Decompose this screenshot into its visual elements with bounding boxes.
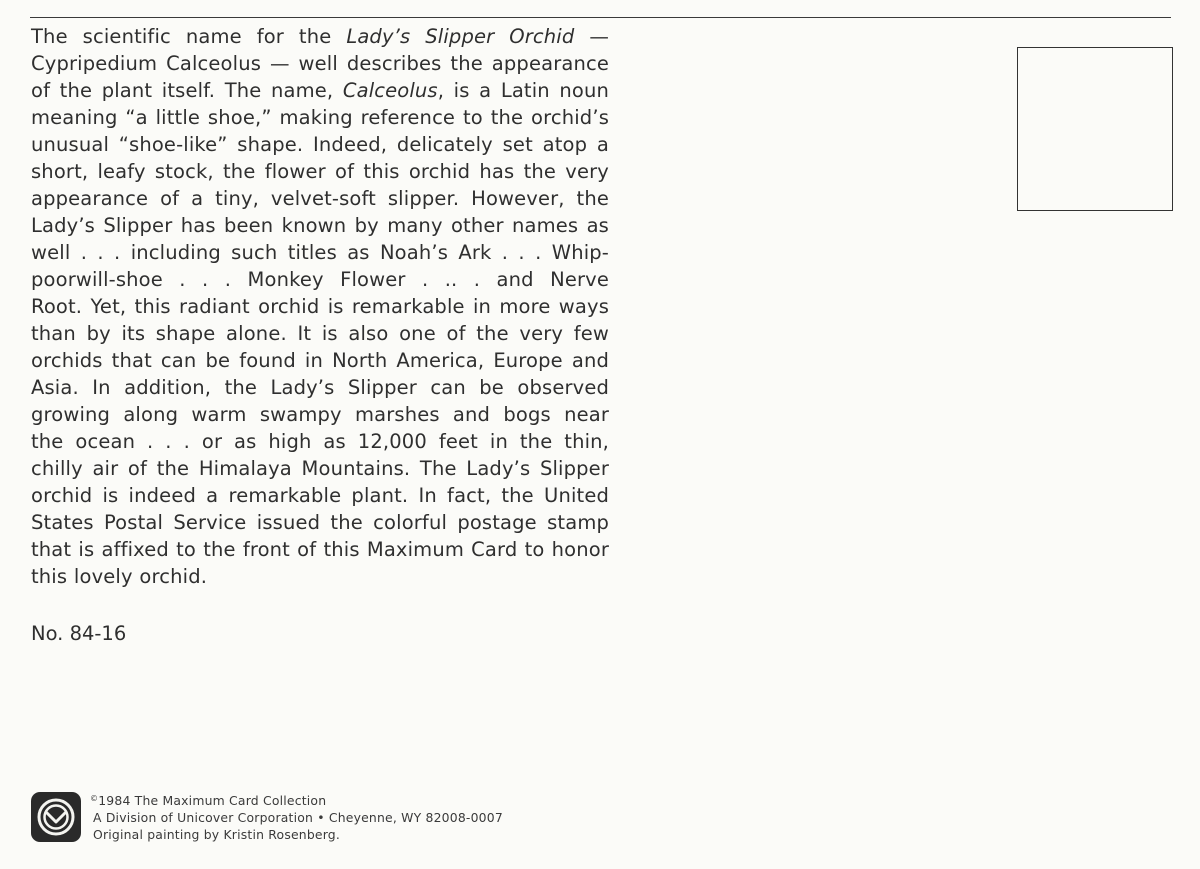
text-line: unusual “shoe-like” shape. Indeed, delicately set atop a <box>31 133 609 156</box>
unicover-logo-icon <box>31 792 81 842</box>
text-line: than by its shape alone. It is also one of the very few <box>31 322 609 345</box>
text-line: appearance of a tiny, velvet-soft slipper. However, the <box>31 187 609 210</box>
stamp-placement-box <box>1017 47 1173 211</box>
publisher-credits <box>90 790 503 843</box>
text-line: orchid is indeed a remarkable plant. In fact, the United <box>31 484 609 507</box>
copyright-symbol: © <box>90 794 99 803</box>
top-rule <box>30 17 1171 18</box>
text-line: States Postal Service issued the colorful postage stamp <box>31 511 609 534</box>
text-line: meaning “a little shoe,” making reference to the orchid’s <box>31 106 609 129</box>
text-line: Root. Yet, this radiant orchid is remarkable in more ways <box>31 295 609 318</box>
text-line: Lady’s Slipper has been known by many other names as <box>31 214 609 237</box>
text-line: poorwill-shoe . . . Monkey Flower . .. . and Nerve <box>31 268 609 291</box>
text-line: this lovely orchid. <box>31 565 208 588</box>
card-number: No. 84-16 <box>31 622 127 645</box>
logo-graphic <box>31 792 81 842</box>
text-line: that is affixed to the front of this Maximum Card to honor <box>31 538 609 561</box>
text-line: orchids that can be found in North America, Europe and <box>31 349 609 372</box>
text-line: Asia. In addition, the Lady’s Slipper can be observed <box>31 376 609 399</box>
text-line: growing along warm swampy marshes and bogs near <box>31 403 609 426</box>
text-line: of the plant itself. The name, Calceolus, is a Latin noun <box>31 79 609 102</box>
text-line: chilly air of the Himalaya Mountains. The Lady’s Slipper <box>31 457 609 480</box>
text-line: the ocean . . . or as high as 12,000 feet in the thin, <box>31 430 609 453</box>
copyright-line: ©1984 The Maximum Card Collection <box>90 793 327 808</box>
painting-credit: Original painting by Kristin Rosenberg. <box>93 827 341 842</box>
text-line: well . . . including such titles as Noah’s Ark . . . Whip- <box>31 241 609 264</box>
card-description <box>31 23 609 590</box>
text-line: Cypripedium Calceolus — well describes the appearance <box>31 52 609 75</box>
division-line: A Division of Unicover Corporation • Cheyenne, WY 82008-0007 <box>93 810 503 825</box>
text-line: The scientific name for the Lady’s Slipper Orchid — <box>31 25 609 48</box>
text-line: short, leafy stock, the flower of this orchid has the very <box>31 160 609 183</box>
